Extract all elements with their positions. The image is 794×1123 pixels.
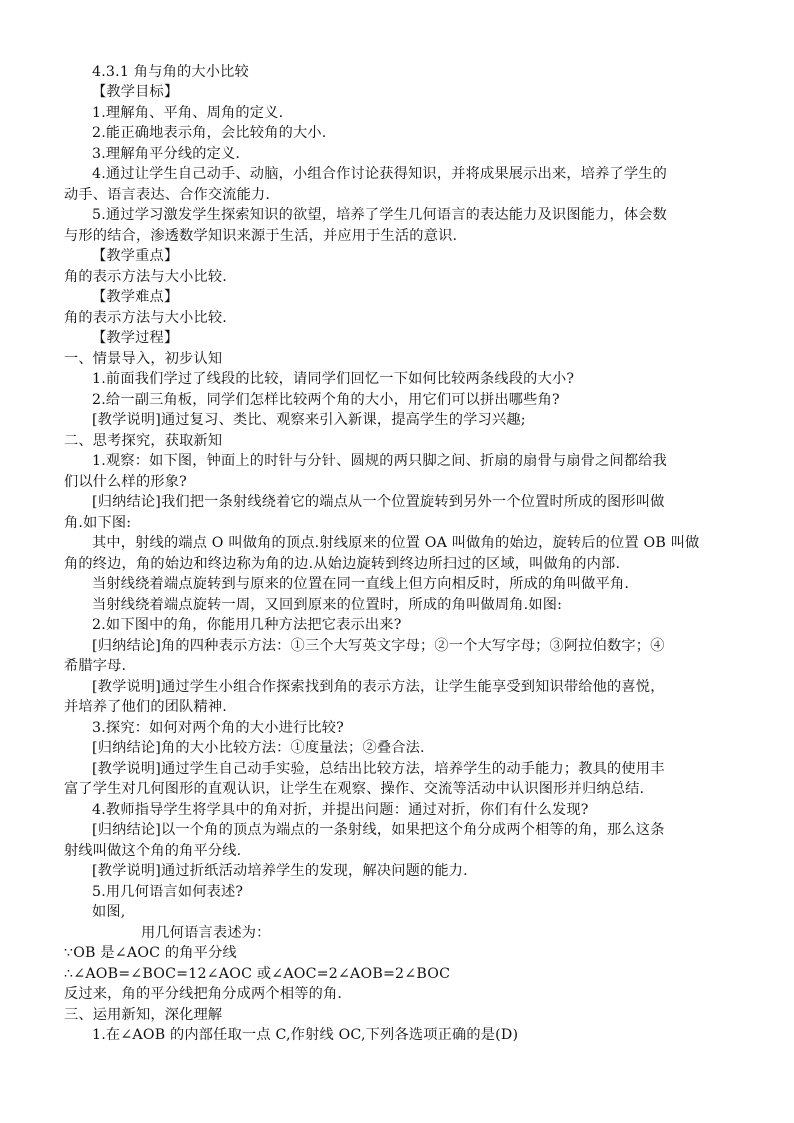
text-line: 角的终边，角的始边和终边称为角的边.从始边旋转到终边所扫过的区域，叫做角的内部.	[64, 556, 621, 572]
text-line: 动手、语言表达、合作交流能力.	[64, 187, 271, 203]
text-line: 1.在∠AOB 的内部任取一点 C,作射线 OC,下列各选项正确的是(D)	[92, 1027, 519, 1043]
subheading: 二、思考探究，获取新知	[64, 433, 223, 449]
text-line: 们以什么样的形象?	[64, 474, 187, 490]
section-title: 4.3.1 角与角的大小比较	[92, 64, 249, 80]
text-line: [归纳结论]我们把一条射线绕着它的端点从一个位置旋转到另外一个位置时所成的图形叫做	[92, 494, 665, 510]
text-line: 如图,	[92, 904, 126, 920]
text-line: 4.教师指导学生将学具中的角对折，并提出问题：通过对折，你们有什么发现?	[92, 802, 589, 818]
text-line: 富了学生对几何图形的直观认识，让学生在观察、操作、交流等活动中认识图形并归纳总结.	[64, 781, 645, 797]
heading-objectives: 【教学目标】	[92, 84, 179, 100]
heading-key-points: 【教学重点】	[92, 248, 179, 264]
text-line: [归纳结论]以一个角的顶点为端点的一条射线，如果把这个角分成两个相等的角，那么这条	[92, 822, 665, 838]
text-line: 角的表示方法与大小比较.	[64, 310, 227, 326]
text-line: 角的表示方法与大小比较.	[64, 269, 227, 285]
text-line: [教学说明]通过学生小组合作探索找到角的表示方法，让学生能享受到知识带给他的喜悦，	[92, 679, 665, 695]
text-line: ∴∠AOB=∠BOC=12∠AOC 或∠AOC=2∠AOB=2∠BOC	[64, 966, 451, 982]
text-line: [归纳结论]角的四种表示方法：①三个大写英文字母；②一个大写字母；③阿拉伯数字；④	[92, 638, 665, 654]
text-line: [归纳结论]角的大小比较方法：①度量法；②叠合法.	[92, 740, 425, 756]
subheading: 三、运用新知，深化理解	[64, 1007, 223, 1023]
text-line: 其中，射线的端点 O 叫做角的顶点.射线原来的位置 OA 叫做角的始边，旋转后的位置 OB 叫做	[92, 535, 700, 551]
text-line: 射线叫做这个角的角平分线.	[64, 843, 242, 859]
text-line: 1.理解角、平角、周角的定义.	[92, 105, 284, 121]
text-line: 用几何语言表述为：	[141, 925, 271, 941]
subheading: 一、情景导入，初步认知	[64, 351, 223, 367]
text-line: 1.观察：如下图，钟面上的时针与分针、圆规的两只脚之间、折扇的扇骨与扇骨之间都给我	[92, 453, 668, 469]
text-line: 2.给一副三角板，同学们怎样比较两个角的大小，用它们可以拼出哪些角?	[92, 392, 560, 408]
text-line: 1.前面我们学过了线段的比较，请同学们回忆一下如何比较两条线段的大小?	[92, 371, 575, 387]
text-line: [教学说明]通过学生自己动手实验，总结出比较方法，培养学生的动手能力；教具的使用丰	[92, 761, 665, 777]
text-line: 角.如下图:	[64, 515, 132, 531]
text-line: [教学说明]通过复习、类比、观察来引入新课，提高学生的学习兴趣;	[92, 412, 526, 428]
text-line: [教学说明]通过折纸活动培养学生的发现，解决问题的能力.	[92, 863, 468, 879]
text-line: 并培养了他们的团队精神.	[64, 699, 227, 715]
heading-process: 【教学过程】	[92, 330, 179, 346]
text-line: 反过来，角的平分线把角分成两个相等的角.	[64, 986, 343, 1002]
text-line: 5.用几何语言如何表述?	[92, 884, 244, 900]
text-line: 3.理解角平分线的定义.	[92, 146, 241, 162]
text-line: 5.通过学习激发学生探索知识的欲望，培养了学生几何语言的表达能力及识图能力，体会数	[92, 207, 668, 223]
text-line: 4.通过让学生自己动手、动脑，小组合作讨论获得知识，并将成果展示出来，培养了学生的	[92, 166, 668, 182]
text-line: 2.能正确地表示角，会比较角的大小.	[92, 125, 327, 141]
text-line: 希腊字母.	[64, 658, 127, 674]
text-line: 当射线绕着端点旋转到与原来的位置在同一直线上但方向相反时，所成的角叫做平角.	[92, 576, 630, 592]
heading-difficulties: 【教学难点】	[92, 289, 179, 305]
text-line: 3.探究：如何对两个角的大小进行比较?	[92, 720, 344, 736]
text-line: ∵OB 是∠AOC 的角平分线	[64, 945, 237, 961]
text-line: 与形的结合，渗透数学知识来源于生活，并应用于生活的意识.	[64, 228, 458, 244]
text-line: 2.如下图中的角，你能用几种方法把它表示出来?	[92, 617, 402, 633]
text-line: 当射线绕着端点旋转一周，又回到原来的位置时，所成的角叫做周角.如图:	[92, 597, 563, 613]
